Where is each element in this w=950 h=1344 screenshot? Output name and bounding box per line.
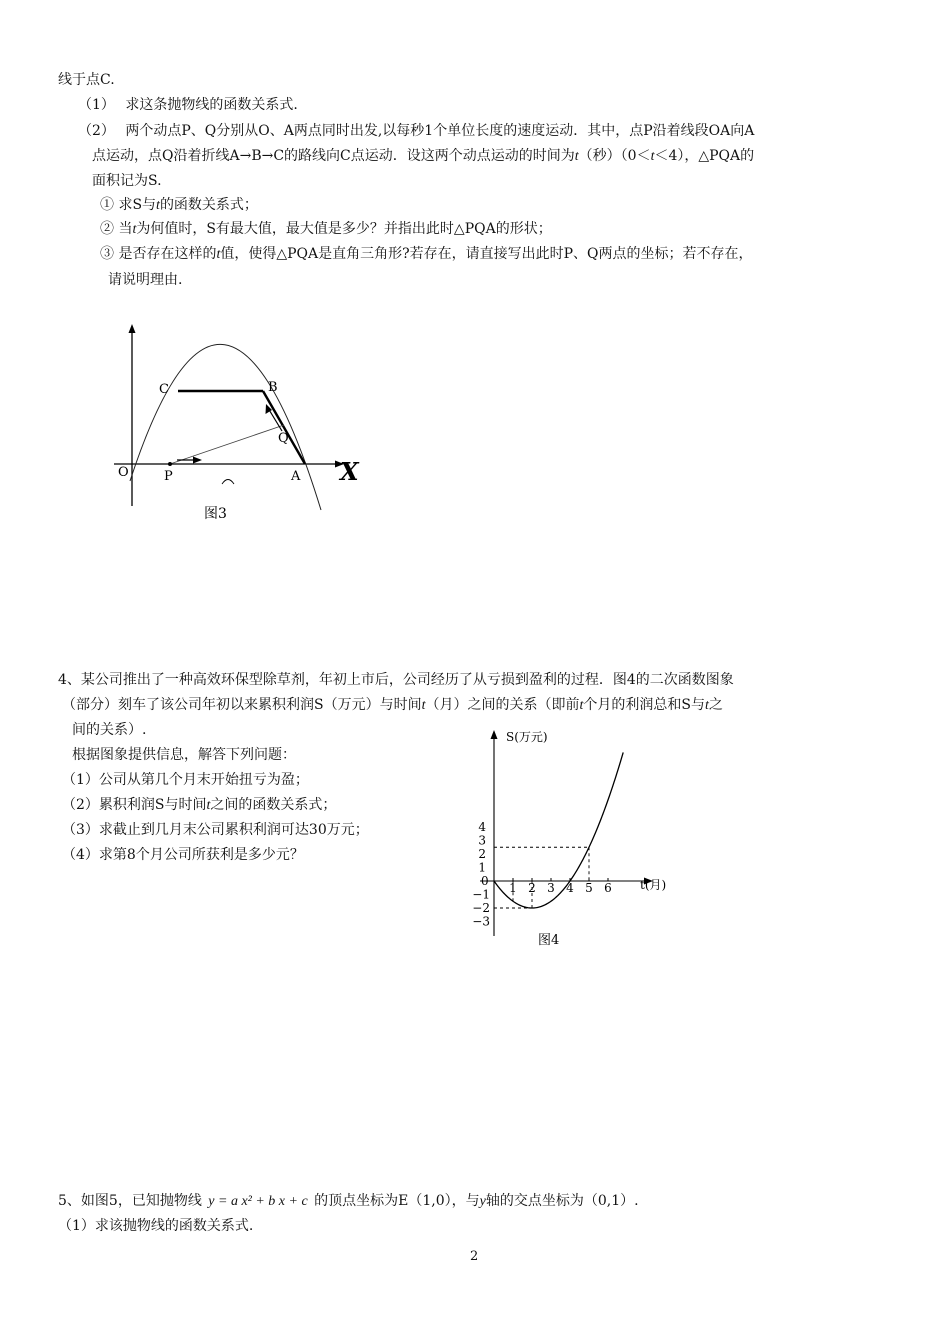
text-span: （部分）刻车了该公司年初以来累积利润S（万元）与时间 (62, 697, 422, 713)
chart-x-tick-label: 5 (585, 881, 593, 895)
chart-x-tick-label: 1 (509, 881, 517, 895)
point-p (168, 462, 172, 466)
text-span: ＜4），△PQA的 (654, 148, 755, 164)
chart-origin-label: 0 (481, 874, 489, 888)
q3-part1-text: 求这条抛物线的函数关系式. (125, 97, 298, 113)
q4-intro: 根据图象提供信息，解答下列问题： (72, 747, 296, 763)
var-t: t (574, 149, 579, 164)
chart-y-axis-arrow (491, 730, 498, 739)
q3-part1-label: （1） (78, 97, 115, 113)
text-span: 个月的利润总和S与 (583, 697, 705, 713)
label-p: P (164, 469, 173, 484)
q3-part2-label: （2） (78, 123, 115, 139)
var-t: t (579, 698, 584, 713)
label-x: X (340, 457, 359, 486)
segment-pq (170, 425, 284, 464)
figure-3-caption: 图3 (204, 506, 227, 522)
chart-x-tick-label: 2 (528, 881, 536, 895)
text-span: 为何值时，S有最大值，最大值是多少？并指出此时△PQA的形状； (136, 221, 552, 237)
q3-sub2 (100, 220, 552, 239)
label-c: C (159, 382, 169, 397)
chart-caption: 图4 (538, 933, 560, 948)
var-t: t (132, 222, 137, 237)
label-o: O (118, 465, 129, 480)
q3-sub3-cont: 请说明理由. (108, 272, 183, 288)
chart-y-tick-label: −3 (472, 914, 490, 929)
q3-sub3 (100, 245, 753, 264)
text-span: 的顶点坐标为E（1,0），与 (314, 1193, 480, 1209)
q4-item1: （1）公司从第几个月末开始扭亏为盈； (62, 772, 309, 788)
chart-x-tick-label: 6 (604, 881, 612, 895)
chart-y-tick-label: 3 (478, 833, 486, 848)
q5-line1 (58, 1192, 639, 1211)
small-arc-mark (222, 480, 234, 485)
label-b: B (268, 380, 278, 395)
q4-line1: 4、某公司推出了一种高效环保型除草剂，年初上市后，公司经历了从亏损到盈利的过程．图4的二次函数图象 (58, 672, 734, 688)
parabola-curve (130, 344, 321, 510)
chart-y-tick-label: −2 (472, 901, 490, 915)
chart-y-tick-label: 4 (478, 820, 486, 834)
q3-part2 (78, 122, 754, 140)
q4-line3: 间的关系）. (72, 722, 147, 738)
q3-sub1 (100, 196, 258, 215)
text-span: ② 当 (100, 221, 133, 237)
var-t: t (156, 198, 160, 213)
segment-ba (263, 391, 305, 464)
chart-y-label: S(万元) (506, 730, 548, 744)
text-span: 的函数关系式； (159, 197, 258, 213)
q3-part2-text: 两个动点P、Q分别从O、A两点同时出发,以每秒1个单位长度的速度运动．其中，点P沿着线段OA向A (125, 123, 755, 139)
q4-line2 (62, 696, 723, 715)
text-span: 轴的交点坐标为（0,1）. (485, 1193, 639, 1209)
text-span: 之 (708, 697, 723, 713)
text-span: 5、如图5，已知抛物线 (58, 1193, 202, 1209)
var-t: t (650, 149, 655, 164)
var-y: y (479, 1194, 486, 1209)
var-t: t (216, 247, 221, 262)
var-t: t (421, 698, 426, 713)
p-arrow-head (193, 457, 202, 464)
label-a: A (291, 469, 301, 484)
text-span: 之间的函数关系式； (210, 797, 337, 813)
q3-part1 (78, 96, 298, 114)
q5-line2: （1）求该抛物线的函数关系式. (58, 1218, 254, 1234)
label-q: Q (278, 431, 289, 446)
chart-x-tick-label: 4 (566, 881, 574, 895)
text-span: ③ 是否存在这样的 (100, 246, 217, 262)
text-span: 点运动，点Q沿着折线A→B→C的路线向C点运动．设这两个动点运动的时间为 (92, 148, 575, 164)
q4-item3: （3）求截止到几月末公司累积利润可达30万元； (62, 822, 369, 838)
q5-formula: y = a x² + b x + c (208, 1194, 308, 1209)
q4-item2 (62, 796, 336, 815)
text-span: ① 求S与 (100, 197, 157, 213)
page-number: 2 (470, 1249, 479, 1264)
q4-item4: （4）求第8个月公司所获利是多少元？ (62, 847, 304, 863)
var-t: t (704, 698, 709, 713)
text-span: （秒）（0＜ (578, 148, 651, 164)
chart-x-tick-label: 3 (547, 881, 555, 895)
text-span: 值，使得△PQA是直角三角形?若存在，请直接写出此时P、Q两点的坐标；若不存在， (220, 246, 753, 262)
q3-part2-cont2: 面积记为S. (92, 173, 162, 189)
y-axis-arrow (129, 324, 136, 333)
text-span: （月）之间的关系（即前 (425, 697, 580, 713)
q3-line0: 线于点C. (58, 72, 115, 88)
chart-y-tick-label: 2 (478, 847, 486, 861)
figure-4-chart (460, 726, 700, 958)
var-t: t (206, 798, 211, 813)
chart-y-tick-label: 1 (478, 860, 486, 875)
chart-x-label: t(月) (640, 878, 667, 892)
q3-part2-cont (92, 147, 754, 166)
text-span: （2）累积利润S与时间 (62, 797, 207, 813)
figure-3-parabola (100, 318, 380, 528)
chart-y-tick-label: −1 (472, 887, 490, 902)
